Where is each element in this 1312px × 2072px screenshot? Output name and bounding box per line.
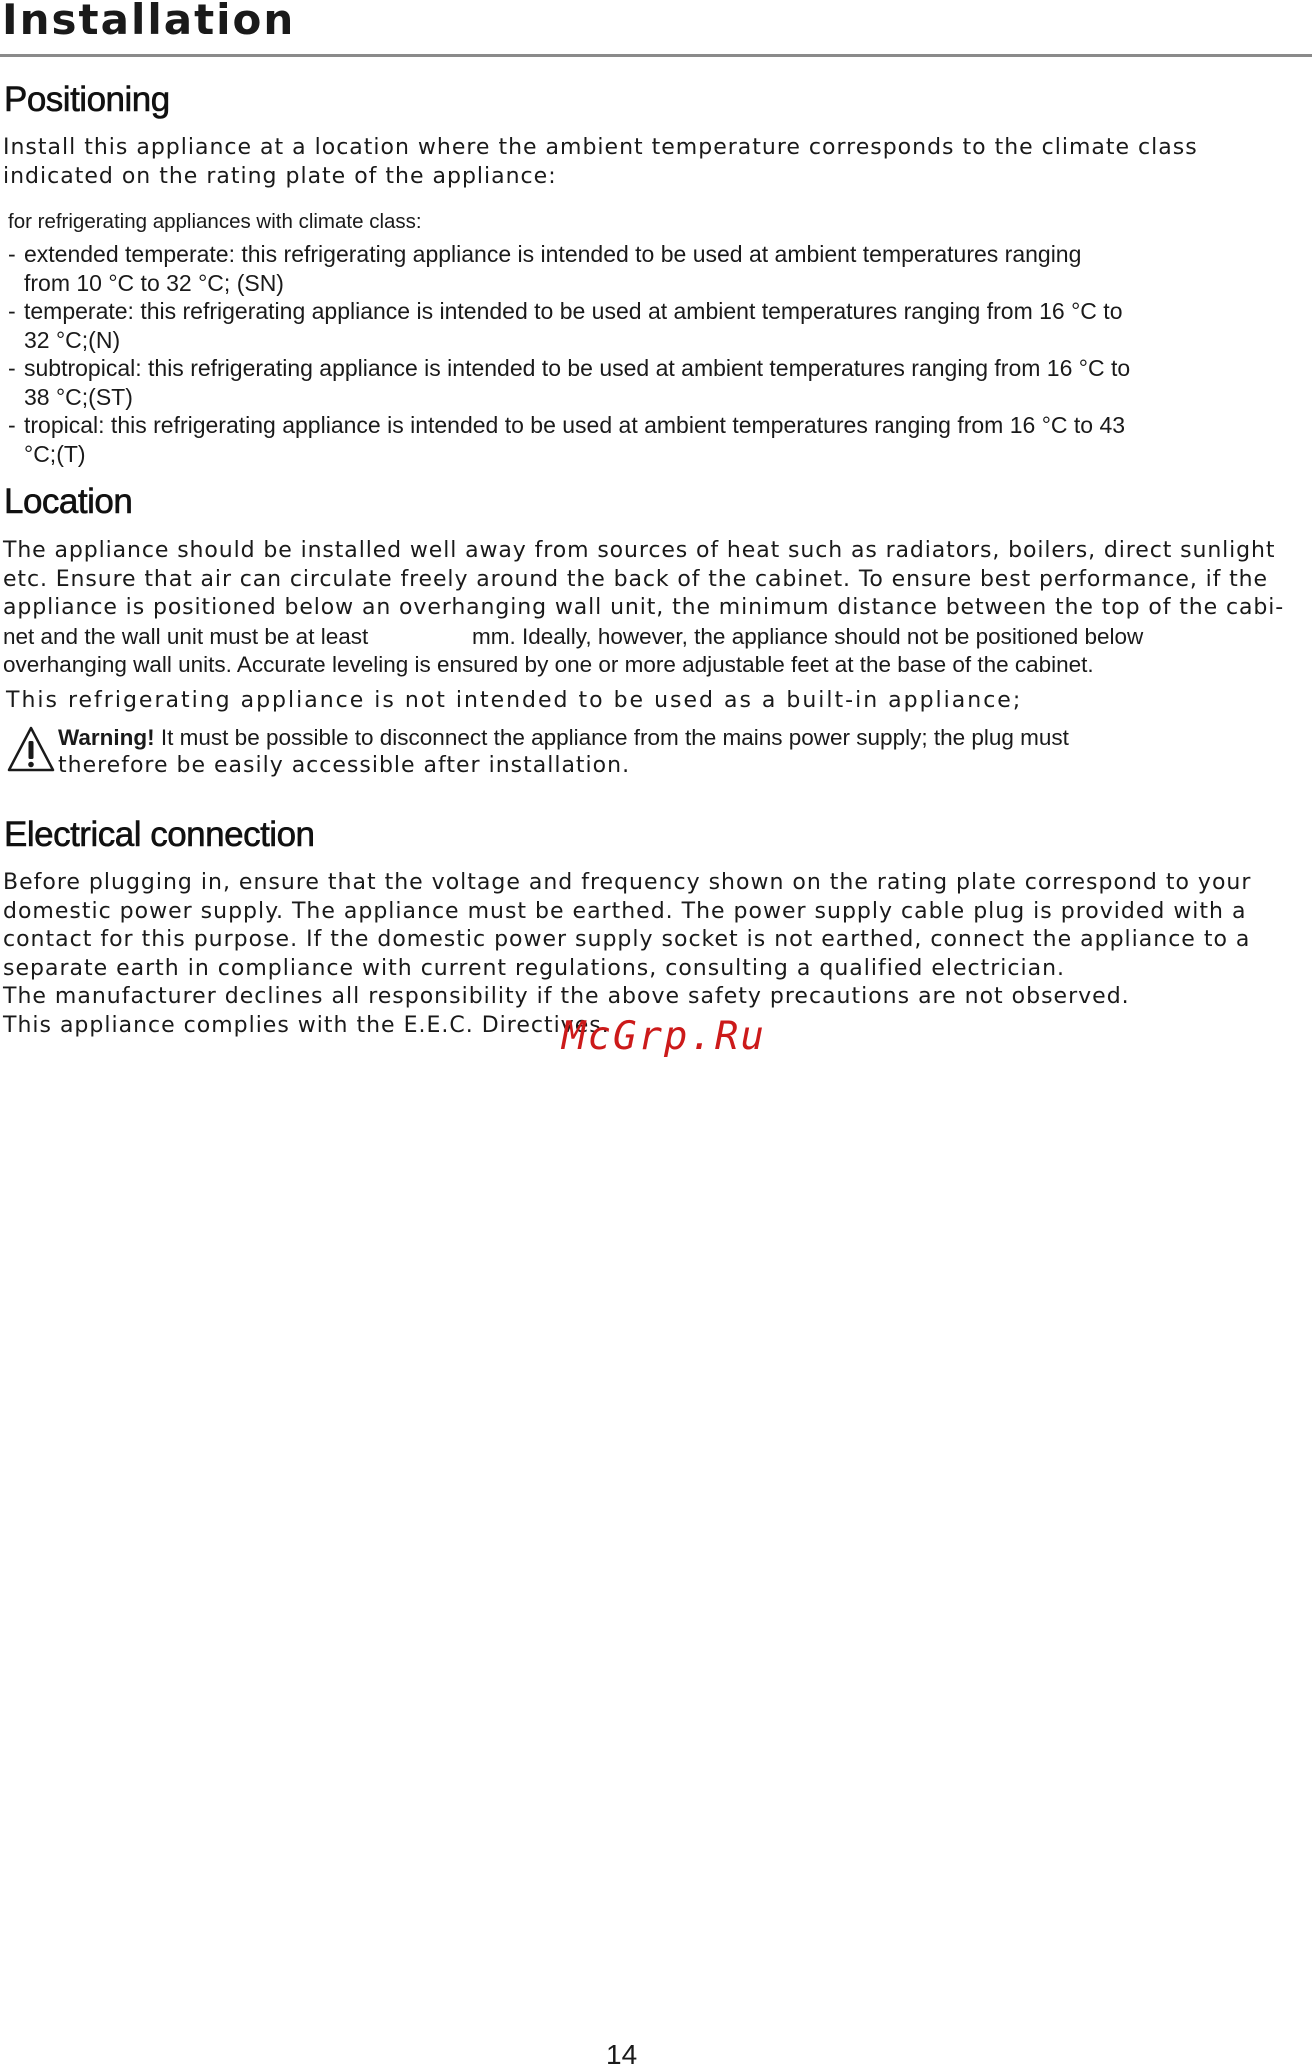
- climate-class-t-line-1: tropical: this refrigerating appliance is intended to be used at ambient temperatures ranging from 16 °C to 43: [24, 412, 1126, 438]
- list-bullet: -: [8, 412, 16, 438]
- location-line-3: appliance is positioned below an overhanging wall unit, the minimum distance between the top of the cabi-: [3, 595, 1285, 620]
- title-divider: [0, 54, 1312, 57]
- climate-class-t-line-2: °C;(T): [24, 440, 86, 467]
- electrical-line-4: separate earth in compliance with current regulations, consulting a qualified electrician.: [3, 956, 1066, 981]
- location-line-2: etc. Ensure that air can circulate freely around the back of the cabinet. To ensure best performance, if the: [3, 567, 1268, 592]
- positioning-heading: Positioning: [4, 80, 170, 119]
- climate-class-list: [8, 240, 1268, 468]
- electrical-line-1: Before plugging in, ensure that the voltage and frequency shown on the rating plate correspond to your: [3, 870, 1252, 895]
- location-heading: Location: [4, 482, 133, 521]
- location-line-5: overhanging wall units. Accurate leveling is ensured by one or more adjustable feet at the base of the cabinet.: [3, 652, 1094, 677]
- page-title: Installation: [2, 0, 296, 44]
- electrical-line-2: domestic power supply. The appliance must be earthed. The power supply cable plug is provided with a: [3, 899, 1247, 924]
- positioning-intro-line-1: Install this appliance at a location where the ambient temperature corresponds to the climate class: [3, 135, 1198, 160]
- location-line-4-start: net and the wall unit must be at least: [3, 624, 369, 649]
- warning-triangle-icon: [6, 724, 56, 774]
- climate-class-n-line-2: 32 °C;(N): [24, 326, 121, 353]
- watermark: McGrp.Ru: [562, 1014, 766, 1059]
- list-item: [8, 354, 1268, 411]
- location-line-4-end: mm. Ideally, however, the appliance should not be positioned below: [472, 624, 1144, 649]
- list-item: [8, 297, 1268, 354]
- climate-class-sn-line-2: from 10 °C to 32 °C; (SN): [24, 269, 284, 296]
- climate-class-sn-line-1: extended temperate: this refrigerating appliance is intended to be used at ambient temperatures ranging: [24, 241, 1082, 267]
- built-in-note: This refrigerating appliance is not intended to be used as a built-in appliance;: [6, 688, 1023, 713]
- warning-label: Warning!: [58, 725, 155, 750]
- electrical-heading: Electrical connection: [4, 815, 315, 854]
- climate-list-intro: for refrigerating appliances with climate class:: [8, 210, 422, 233]
- page-number: 14: [606, 2039, 638, 2070]
- location-line-1: The appliance should be installed well away from sources of heat such as radiators, boilers, direct sunlight: [3, 538, 1276, 563]
- electrical-line-3: contact for this purpose. If the domestic power supply socket is not earthed, connect the appliance to a: [3, 927, 1251, 952]
- warning-text-line-1: [58, 724, 1069, 753]
- electrical-line-5: The manufacturer declines all responsibility if the above safety precautions are not observed.: [3, 984, 1130, 1009]
- warning-text-line-2: therefore be easily accessible after installation.: [58, 753, 631, 778]
- positioning-intro-line-2: indicated on the rating plate of the appliance:: [3, 164, 557, 189]
- climate-class-st-line-1: subtropical: this refrigerating appliance is intended to be used at ambient temperatures ranging from 16 °C to: [24, 355, 1131, 381]
- list-bullet: -: [8, 355, 16, 381]
- list-bullet: -: [8, 298, 16, 324]
- list-bullet: -: [8, 241, 16, 267]
- climate-class-n-line-1: temperate: this refrigerating appliance is intended to be used at ambient temperatures ranging from 16 °C to: [24, 298, 1123, 324]
- warning-message: It must be possible to disconnect the appliance from the mains power supply; the plug must: [160, 725, 1069, 750]
- climate-class-st-line-2: 38 °C;(ST): [24, 383, 133, 410]
- list-item: [8, 411, 1268, 468]
- list-item: [8, 240, 1268, 297]
- electrical-line-6: This appliance complies with the E.E.C. Directives.: [3, 1013, 610, 1038]
